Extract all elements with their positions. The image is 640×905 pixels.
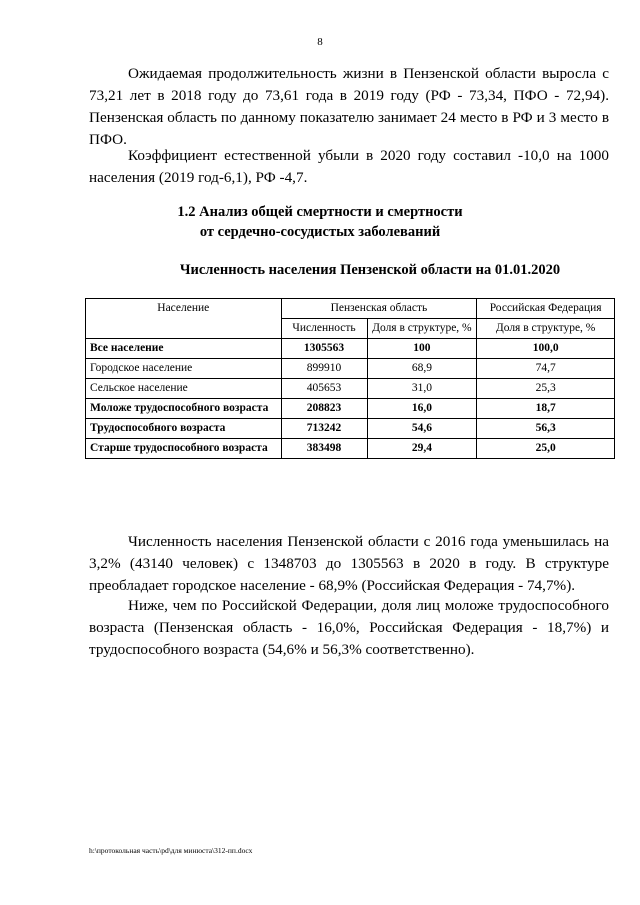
page-number: 8 bbox=[317, 36, 323, 48]
row-share-russia: 25,3 bbox=[477, 379, 615, 399]
table-row bbox=[86, 339, 615, 359]
header-penza-region: Пензенская область bbox=[281, 299, 477, 319]
row-share-russia: 25,0 bbox=[477, 439, 615, 459]
row-count: 383498 bbox=[281, 439, 367, 459]
row-share-russia: 18,7 bbox=[477, 399, 615, 419]
row-share-penza: 29,4 bbox=[367, 439, 477, 459]
row-label: Сельское население bbox=[86, 379, 282, 399]
paragraph-natural-decline: Коэффициент естественной убыли в 2020 году составил -10,0 на 1000 населения (2019 год-6,1), РФ -4,7. bbox=[89, 147, 609, 186]
section-heading bbox=[0, 202, 640, 242]
table-body bbox=[86, 339, 615, 459]
header-share-penza: Доля в структуре, % bbox=[367, 319, 477, 339]
paragraph-life-expectancy: Ожидаемая продолжительность жизни в Пензенской области выросла с 73,21 лет в 2018 году до 73,61 года в 2019 году (РФ - 73,34, ПФО - 72,94). Пензенская область по данному показателю занимает 24 место в РФ и 3 место в ПФО. bbox=[89, 65, 609, 148]
header-count: Численность bbox=[281, 319, 367, 339]
row-count: 899910 bbox=[281, 359, 367, 379]
row-share-penza: 68,9 bbox=[367, 359, 477, 379]
row-count: 713242 bbox=[281, 419, 367, 439]
row-count: 1305563 bbox=[281, 339, 367, 359]
row-share-russia: 74,7 bbox=[477, 359, 615, 379]
footer-file-path: h:\протокольная часть\pd\для минюста\312-пп.docx bbox=[89, 846, 253, 855]
row-share-penza: 54,6 bbox=[367, 419, 477, 439]
population-table bbox=[85, 298, 615, 459]
paragraph-age-share: Ниже, чем по Российской Федерации, доля лиц моложе трудоспособного возраста (Пензенская область - 16,0%, Российская Федерация - 18,7%) и трудоспособного возраста (54,6% и 56,3% соответственно). bbox=[89, 597, 609, 658]
table-row bbox=[86, 419, 615, 439]
header-population: Население bbox=[86, 299, 282, 339]
table-title: Численность населения Пензенской области на 01.01.2020 bbox=[179, 262, 561, 278]
row-label: Трудоспособного возраста bbox=[86, 419, 282, 439]
row-label: Моложе трудоспособного возраста bbox=[86, 399, 282, 419]
row-label: Все население bbox=[86, 339, 282, 359]
row-share-penza: 16,0 bbox=[367, 399, 477, 419]
row-share-russia: 56,3 bbox=[477, 419, 615, 439]
paragraph-population-change: Численность населения Пензенской области с 2016 года уменьшилась на 3,2% (43140 человек) с 1348703 до 1305563 в 2020 в году. В структуре преобладает городское население - 68,9% (Российская Федерация - 74,7%). bbox=[89, 533, 609, 594]
table-row bbox=[86, 439, 615, 459]
row-label: Городское население bbox=[86, 359, 282, 379]
header-russia: Российская Федерация bbox=[477, 299, 615, 319]
section-heading-line2: от сердечно-сосудистых заболеваний bbox=[199, 224, 441, 240]
row-share-penza: 31,0 bbox=[367, 379, 477, 399]
header-share-russia: Доля в структуре, % bbox=[477, 319, 615, 339]
row-count: 405653 bbox=[281, 379, 367, 399]
table-row bbox=[86, 399, 615, 419]
table-row bbox=[86, 379, 615, 399]
table-row bbox=[86, 359, 615, 379]
section-heading-line1: 1.2 Анализ общей смертности и смертности bbox=[177, 204, 463, 220]
row-share-russia: 100,0 bbox=[477, 339, 615, 359]
row-count: 208823 bbox=[281, 399, 367, 419]
row-label: Старше трудоспособного возраста bbox=[86, 439, 282, 459]
row-share-penza: 100 bbox=[367, 339, 477, 359]
